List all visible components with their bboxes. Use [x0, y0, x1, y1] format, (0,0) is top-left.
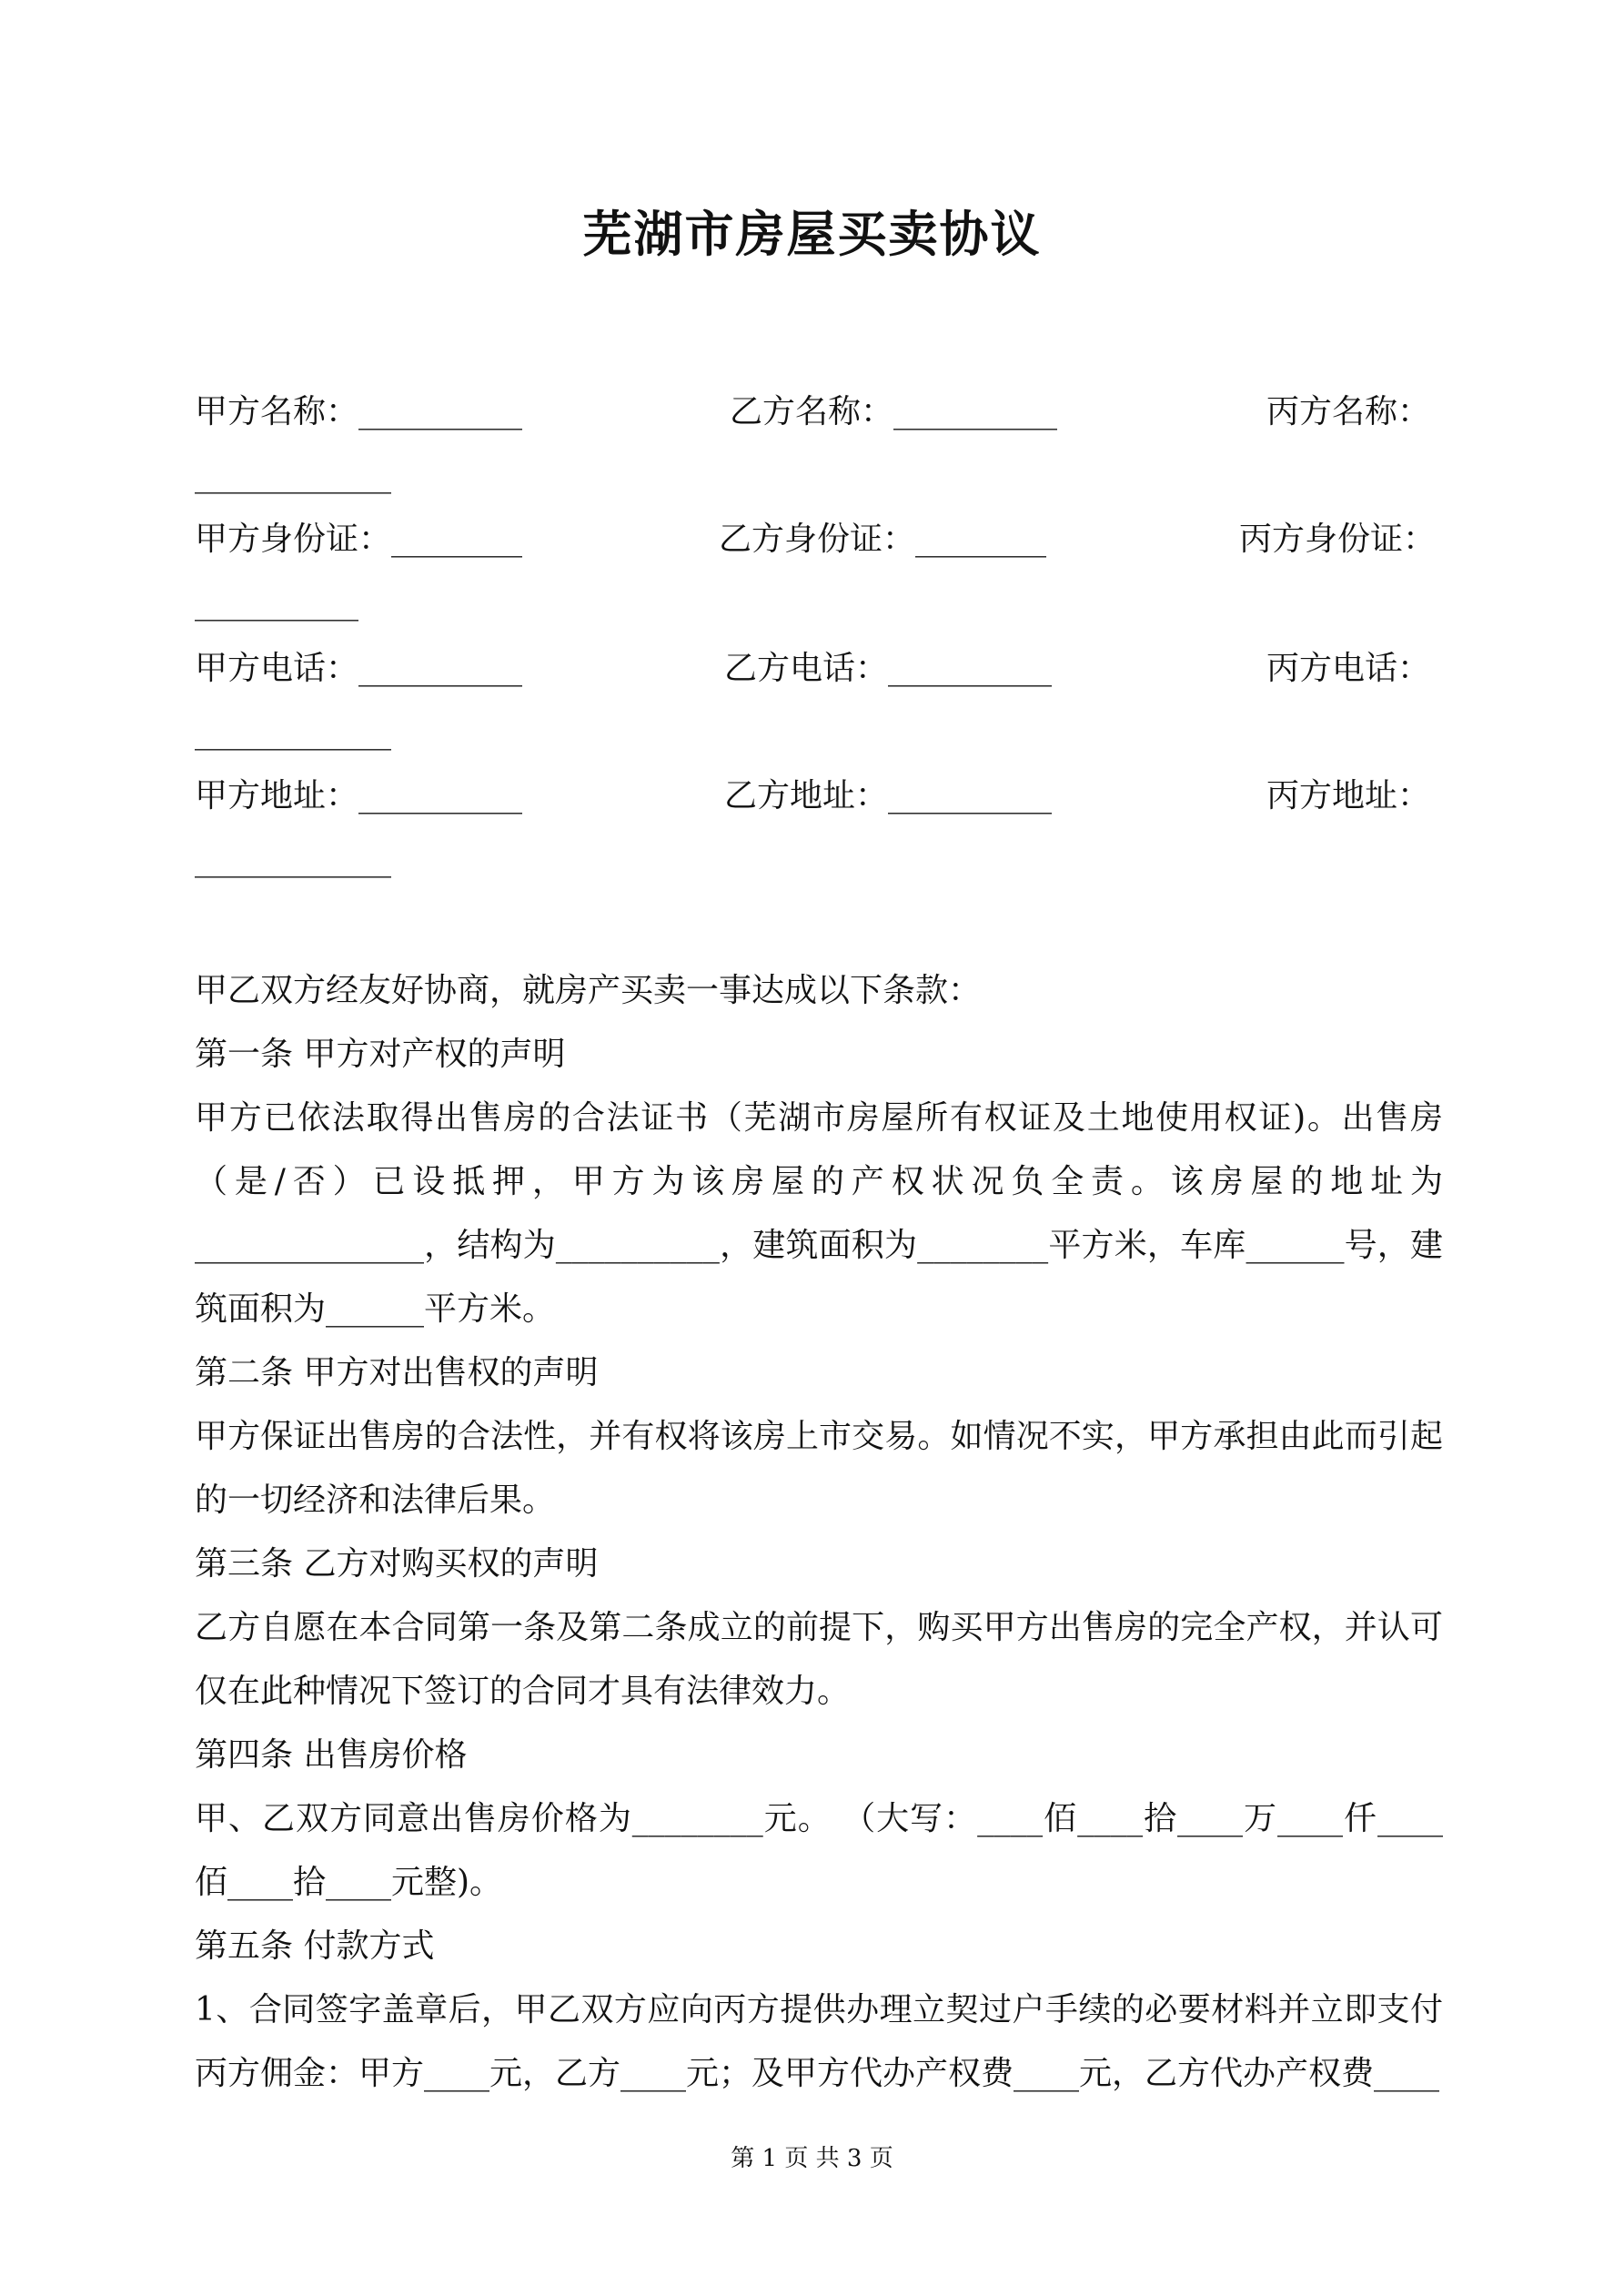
article-4-heading: 第四条 出售房价格	[195, 1736, 468, 1774]
article-3-heading: 第三条 乙方对购买权的声明	[195, 1545, 599, 1583]
contract-body	[195, 959, 1443, 2106]
party-c-phone-blank: ____________	[195, 713, 391, 751]
document-title: 芜湖市房屋买卖协议	[582, 205, 1042, 263]
party-c-phone: 丙方电话：	[1266, 650, 1431, 687]
party-a-id: 甲方身份证：________	[195, 521, 523, 558]
article-4-text: 甲、乙双方同意出售房价格为________元。 （大写：____佰____拾____万____仟____佰____拾____元整)。	[195, 1800, 1443, 1901]
party-a-phone: 甲方电话：__________	[195, 650, 523, 687]
party-c-address-blank: ____________	[195, 841, 391, 878]
party-c-address: 丙方地址：	[1266, 777, 1431, 814]
article-3-text: 乙方自愿在本合同第一条及第二条成立的前提下，购买甲方出售房的完全产权，并认可仅在此种情况下签订的合同才具有法律效力。	[195, 1609, 1443, 1710]
party-a-address: 甲方地址：__________	[195, 777, 523, 814]
intro-paragraph: 甲乙双方经友好协商，就房产买卖一事达成以下条款：	[195, 972, 982, 1009]
article-5-heading: 第五条 付款方式	[195, 1927, 435, 1965]
page-number-footer: 第 1 页 共 3 页	[731, 2145, 893, 2172]
article-2-heading: 第二条 甲方对出售权的声明	[195, 1354, 599, 1391]
party-c-id-blank: __________	[195, 584, 358, 622]
party-b-phone: 乙方电话：__________	[724, 650, 1053, 687]
party-a-name: 甲方名称：__________	[195, 393, 523, 430]
article-2-text: 甲方保证出售房的合法性，并有权将该房上市交易。如情况不实，甲方承担由此而引起的一切经济和法律后果。	[195, 1418, 1443, 1519]
party-c-id: 丙方身份证：	[1239, 521, 1437, 558]
party-c-name-blank: ____________	[195, 457, 391, 494]
party-b-address: 乙方地址：__________	[724, 777, 1053, 814]
party-b-name: 乙方名称：__________	[730, 393, 1058, 430]
party-b-id: 乙方身份证：________	[719, 521, 1047, 558]
article-5-text: 1、合同签字盖章后，甲乙双方应向丙方提供办理立契过户手续的必要材料并立即支付丙方佣金：甲方____元，乙方____元；及甲方代办产权费____元，乙方代办产权费____	[195, 1991, 1443, 2092]
article-1-heading: 第一条 甲方对产权的声明	[195, 1036, 566, 1073]
article-1-text: 甲方已依法取得出售房的合法证书（芜湖市房屋所有权证及土地使用权证)。出售房（是/否）已设抵押，甲方为该房屋的产权状况负全责。该房屋的地址为______________，结构为__________，建筑面积为________平方米，车库______号，建筑面积为______平方米。	[195, 1099, 1443, 1328]
party-c-name: 丙方名称：	[1266, 393, 1431, 430]
